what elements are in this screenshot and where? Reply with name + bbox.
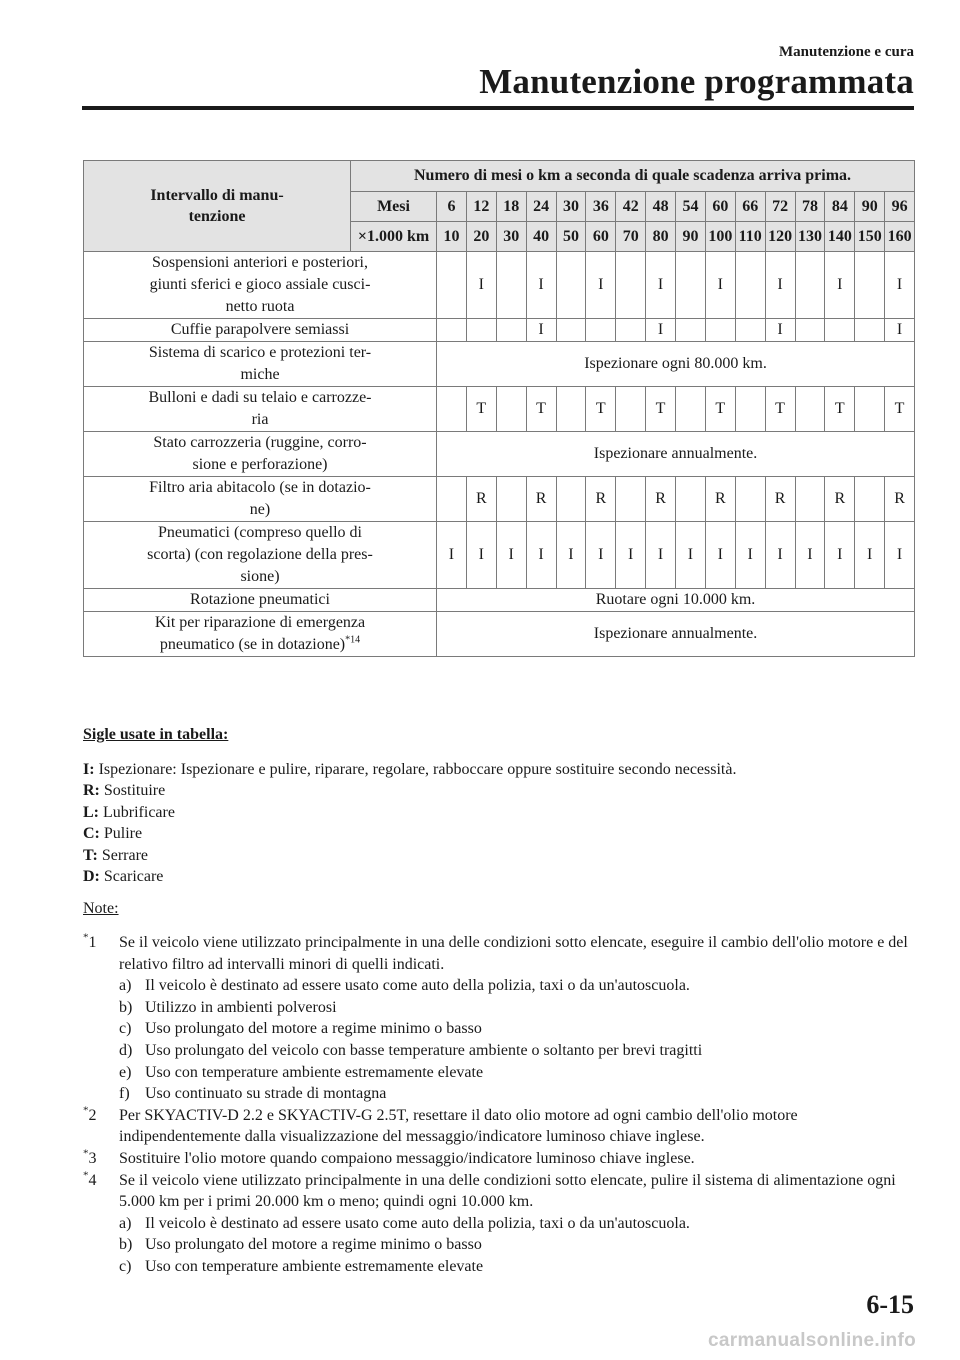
legend-text: Scaricare — [99, 868, 164, 886]
subitem-letter: c) — [119, 1020, 132, 1038]
subitem-letter: a) — [119, 977, 132, 995]
schedule-cell — [855, 387, 885, 432]
schedule-cell: I — [735, 522, 765, 589]
notes — [83, 900, 915, 1278]
schedule-cell — [795, 387, 825, 432]
schedule-cell: T — [705, 387, 735, 432]
subitem-letter: e) — [119, 1063, 132, 1081]
schedule-cell: I — [646, 522, 676, 589]
table-corner-label: Intervallo di manu- tenzione — [84, 161, 351, 252]
schedule-cell — [855, 252, 885, 319]
schedule-cell: R — [526, 477, 556, 522]
notes-list — [83, 932, 915, 1278]
schedule-cell: I — [885, 252, 915, 319]
footnote-text: Per SKYACTIV-D 2.2 e SKYACTIV-G 2.5T, resettare il dato olio motore ad ogni cambio dell'olio motore indipendentemente dalla visualizzazione del messaggio/indicatore luminoso chiave inglese. — [119, 1106, 798, 1146]
footnote-subitem — [83, 1062, 915, 1084]
subitem-text: Uso con temperature ambiente estremamente elevate — [145, 1063, 484, 1081]
schedule-cell: I — [646, 252, 676, 319]
subitem-text: Il veicolo è destinato ad essere usato come auto della polizia, taxi o da un'autoscuola. — [145, 1214, 690, 1232]
km-value: 20 — [466, 222, 496, 252]
subitem-text: Uso prolungato del veicolo con basse temperature ambiente o soltanto per brevi tragitti — [145, 1041, 703, 1059]
schedule-cell — [496, 477, 526, 522]
legend-code: L: — [83, 803, 99, 821]
schedule-cell — [825, 319, 855, 342]
km-value: 140 — [825, 222, 855, 252]
schedule-cell — [616, 252, 646, 319]
month-value: 84 — [825, 192, 855, 222]
month-value: 78 — [795, 192, 825, 222]
footnote-num: 4 — [88, 1171, 97, 1189]
span-instruction: Ruotare ogni 10.000 km. — [437, 589, 915, 612]
schedule-cell: I — [705, 252, 735, 319]
schedule-cell: I — [855, 522, 885, 589]
month-value: 30 — [556, 192, 586, 222]
schedule-cell: R — [705, 477, 735, 522]
subitem-text: Uso prolungato del motore a regime minimo o basso — [145, 1236, 482, 1254]
legend-item — [83, 780, 915, 801]
table-row — [84, 342, 915, 387]
subitem-letter: f) — [119, 1085, 130, 1103]
schedule-cell — [616, 319, 646, 342]
month-value: 18 — [496, 192, 526, 222]
footnote-number — [83, 1105, 117, 1127]
schedule-cell — [496, 387, 526, 432]
table-row — [84, 522, 915, 589]
schedule-cell — [795, 477, 825, 522]
month-value: 12 — [466, 192, 496, 222]
item-label: Sistema di scarico e protezioni ter- miche — [84, 342, 437, 387]
schedule-cell: I — [526, 522, 556, 589]
item-label: Pneumatici (compreso quello di scorta) (con regolazione della pres- sione) — [84, 522, 437, 589]
asterisk-mark: * — [83, 1104, 89, 1117]
legend — [83, 726, 915, 887]
table-row — [84, 477, 915, 522]
km-value: 160 — [885, 222, 915, 252]
schedule-cell — [795, 252, 825, 319]
legend-code: T: — [83, 846, 98, 864]
table-row — [84, 589, 915, 612]
month-value: 66 — [735, 192, 765, 222]
asterisk-mark: * — [83, 1147, 89, 1160]
schedule-cell: T — [466, 387, 496, 432]
schedule-cell — [496, 319, 526, 342]
km-value: 130 — [795, 222, 825, 252]
table-row — [84, 387, 915, 432]
footnote-num: 3 — [88, 1149, 97, 1167]
footnote-subitem — [83, 975, 915, 997]
km-value: 120 — [765, 222, 795, 252]
footnote — [83, 1105, 915, 1148]
footnote-subitem — [83, 1256, 915, 1278]
schedule-cell — [676, 477, 706, 522]
span-instruction: Ispezionare ogni 80.000 km. — [437, 342, 915, 387]
subitem-text: Utilizzo in ambienti polverosi — [145, 998, 337, 1016]
schedule-cell — [616, 477, 646, 522]
schedule-cell — [437, 319, 467, 342]
schedule-cell — [616, 387, 646, 432]
legend-list — [83, 759, 915, 887]
schedule-cell — [676, 252, 706, 319]
item-label: Filtro aria abitacolo (se in dotazio- ne) — [84, 477, 437, 522]
schedule-cell: I — [586, 522, 616, 589]
schedule-cell — [466, 319, 496, 342]
month-value: 72 — [765, 192, 795, 222]
schedule-cell: I — [795, 522, 825, 589]
table-row — [84, 252, 915, 319]
footnote-subitem — [83, 1213, 915, 1235]
km-value: 90 — [676, 222, 706, 252]
schedule-cell: I — [885, 319, 915, 342]
schedule-cell — [586, 319, 616, 342]
item-label: Kit per riparazione di emergenza pneumatico (se in dotazione)$^{*14}$ — [84, 612, 437, 657]
month-value: 24 — [526, 192, 556, 222]
schedule-cell — [437, 252, 467, 319]
footnote-num: 1 — [88, 934, 97, 951]
span-instruction: Ispezionare annualmente. — [437, 432, 915, 477]
schedule-cell: I — [765, 252, 795, 319]
legend-text: Lubrificare — [99, 803, 175, 821]
km-value: 100 — [705, 222, 735, 252]
header-rule — [82, 106, 914, 110]
schedule-cell — [556, 387, 586, 432]
km-value: 40 — [526, 222, 556, 252]
subitem-text: Uso con temperature ambiente estremamente elevate — [145, 1257, 484, 1275]
km-value: 110 — [735, 222, 765, 252]
item-label: Stato carrozzeria (ruggine, corro- sione e perforazione) — [84, 432, 437, 477]
footnote-subitem — [83, 1018, 915, 1040]
schedule-cell — [855, 319, 885, 342]
schedule-cell — [705, 319, 735, 342]
month-value: 96 — [885, 192, 915, 222]
month-value: 36 — [586, 192, 616, 222]
schedule-cell: I — [825, 252, 855, 319]
subitem-text: Uso prolungato del motore a regime minimo o basso — [145, 1020, 482, 1038]
footnote-number — [83, 1148, 117, 1170]
schedule-cell — [676, 319, 706, 342]
asterisk-mark: * — [83, 931, 89, 944]
footnote-text: Se il veicolo viene utilizzato principalmente in una delle condizioni sotto elencate, pulire il sistema di alimentazione ogni 5.000 km per i primi 20.000 km o meno; quindi ogni 10.000 km. — [119, 1171, 896, 1211]
span-instruction: Ispezionare annualmente. — [437, 612, 915, 657]
legend-code: R: — [83, 782, 100, 800]
schedule-cell: I — [526, 252, 556, 319]
table-header-title: Numero di mesi o km a seconda di quale scadenza arriva prima. — [351, 161, 915, 192]
schedule-cell: R — [586, 477, 616, 522]
schedule-cell: I — [676, 522, 706, 589]
subitem-letter: d) — [119, 1041, 133, 1059]
footnote-subitem — [83, 1083, 915, 1105]
schedule-cell: R — [765, 477, 795, 522]
schedule-cell: I — [466, 252, 496, 319]
footnote — [83, 1170, 915, 1278]
km-value: 30 — [496, 222, 526, 252]
month-value: 48 — [646, 192, 676, 222]
schedule-cell: T — [825, 387, 855, 432]
schedule-cell — [556, 477, 586, 522]
schedule-cell — [437, 477, 467, 522]
legend-text: Sostituire — [99, 782, 166, 800]
subitem-letter: b) — [119, 1236, 133, 1254]
table-row — [84, 612, 915, 657]
schedule-cell: T — [765, 387, 795, 432]
subitem-letter: b) — [119, 998, 133, 1016]
table-row — [84, 319, 915, 342]
schedule-cell: I — [616, 522, 646, 589]
legend-text: Ispezionare: Ispezionare e pulire, riparare, regolare, rabboccare oppure sostituire secondo necessità. — [94, 761, 737, 778]
legend-code: I: — [83, 761, 95, 778]
maintenance-table — [83, 160, 915, 657]
legend-item — [83, 866, 915, 887]
item-label: Bulloni e dadi su telaio e carrozze- ria — [84, 387, 437, 432]
schedule-cell: I — [646, 319, 676, 342]
schedule-cell: T — [526, 387, 556, 432]
legend-item — [83, 802, 915, 823]
schedule-cell: R — [646, 477, 676, 522]
schedule-cell: R — [825, 477, 855, 522]
legend-text: Serrare — [97, 846, 148, 864]
schedule-cell — [496, 252, 526, 319]
asterisk-mark: * — [83, 1169, 89, 1182]
month-value: 90 — [855, 192, 885, 222]
watermark: carmanualsonline.info — [708, 1330, 916, 1351]
schedule-cell: T — [586, 387, 616, 432]
schedule-cell — [735, 319, 765, 342]
km-value: 70 — [616, 222, 646, 252]
month-value: 6 — [437, 192, 467, 222]
footnote-text: Sostituire l'olio motore quando compaiono messaggio/indicatore luminoso chiave inglese. — [119, 1149, 695, 1167]
schedule-cell: I — [705, 522, 735, 589]
legend-title: Sigle usate in tabella: — [83, 726, 229, 743]
page-number: 6-15 — [866, 1290, 914, 1319]
footnote — [83, 932, 915, 1105]
item-label: Rotazione pneumatici — [84, 589, 437, 612]
schedule-cell — [556, 252, 586, 319]
footnote — [83, 1148, 915, 1170]
month-value: 42 — [616, 192, 646, 222]
schedule-cell — [437, 387, 467, 432]
footnote-ref: *14 — [345, 634, 361, 646]
item-label: Sospensioni anteriori e posteriori, giunti sferici e gioco assiale cusci- netto ruota — [84, 252, 437, 319]
schedule-cell — [676, 387, 706, 432]
month-value: 54 — [676, 192, 706, 222]
schedule-cell: R — [466, 477, 496, 522]
schedule-cell: I — [885, 522, 915, 589]
schedule-cell: I — [765, 319, 795, 342]
month-value: 60 — [705, 192, 735, 222]
subitem-text: Il veicolo è destinato ad essere usato come auto della polizia, taxi o da un'autoscuola. — [145, 977, 690, 995]
footnote-number — [83, 1170, 117, 1192]
subitem-text: Uso continuato su strade di montagna — [145, 1085, 387, 1103]
table-row — [84, 432, 915, 477]
footnote-subitem — [83, 1040, 915, 1062]
schedule-cell — [735, 387, 765, 432]
legend-item — [83, 759, 915, 780]
schedule-cell: I — [526, 319, 556, 342]
schedule-cell: I — [765, 522, 795, 589]
footnote-subitem — [83, 997, 915, 1019]
schedule-cell — [735, 477, 765, 522]
section-label: Manutenzione e cura — [779, 44, 914, 60]
page-header — [0, 0, 960, 112]
schedule-cell — [556, 319, 586, 342]
legend-code: C: — [83, 825, 100, 843]
months-label: Mesi — [351, 192, 437, 222]
km-value: 80 — [646, 222, 676, 252]
km-value: 50 — [556, 222, 586, 252]
subitem-letter: c) — [119, 1257, 132, 1275]
km-value: 150 — [855, 222, 885, 252]
schedule-cell: I — [437, 522, 467, 589]
schedule-cell: T — [646, 387, 676, 432]
legend-item — [83, 823, 915, 844]
page-title: Manutenzione programmata — [479, 62, 914, 101]
schedule-cell: T — [885, 387, 915, 432]
km-value: 60 — [586, 222, 616, 252]
schedule-cell: I — [586, 252, 616, 319]
legend-item — [83, 845, 915, 866]
schedule-cell — [795, 319, 825, 342]
schedule-cell: I — [825, 522, 855, 589]
footnote-subitem — [83, 1234, 915, 1256]
km-label: ×1.000 km — [351, 222, 437, 252]
footnote-number — [83, 932, 117, 954]
footnote-text: Se il veicolo viene utilizzato principalmente in una delle condizioni sotto elencate, eseguire il cambio dell'olio motore e del relativo filtro ad intervalli minori di quelli indicati. — [119, 934, 908, 973]
schedule-cell: I — [466, 522, 496, 589]
schedule-cell: R — [885, 477, 915, 522]
schedule-cell: I — [556, 522, 586, 589]
schedule-cell: I — [496, 522, 526, 589]
km-value: 10 — [437, 222, 467, 252]
notes-title: Note: — [83, 900, 119, 917]
footnote-num: 2 — [88, 1106, 97, 1124]
legend-text: Pulire — [99, 825, 143, 843]
subitem-letter: a) — [119, 1214, 132, 1232]
legend-code: D: — [83, 868, 100, 886]
schedule-cell — [735, 252, 765, 319]
schedule-cell — [855, 477, 885, 522]
item-label: Cuffie parapolvere semiassi — [84, 319, 437, 342]
